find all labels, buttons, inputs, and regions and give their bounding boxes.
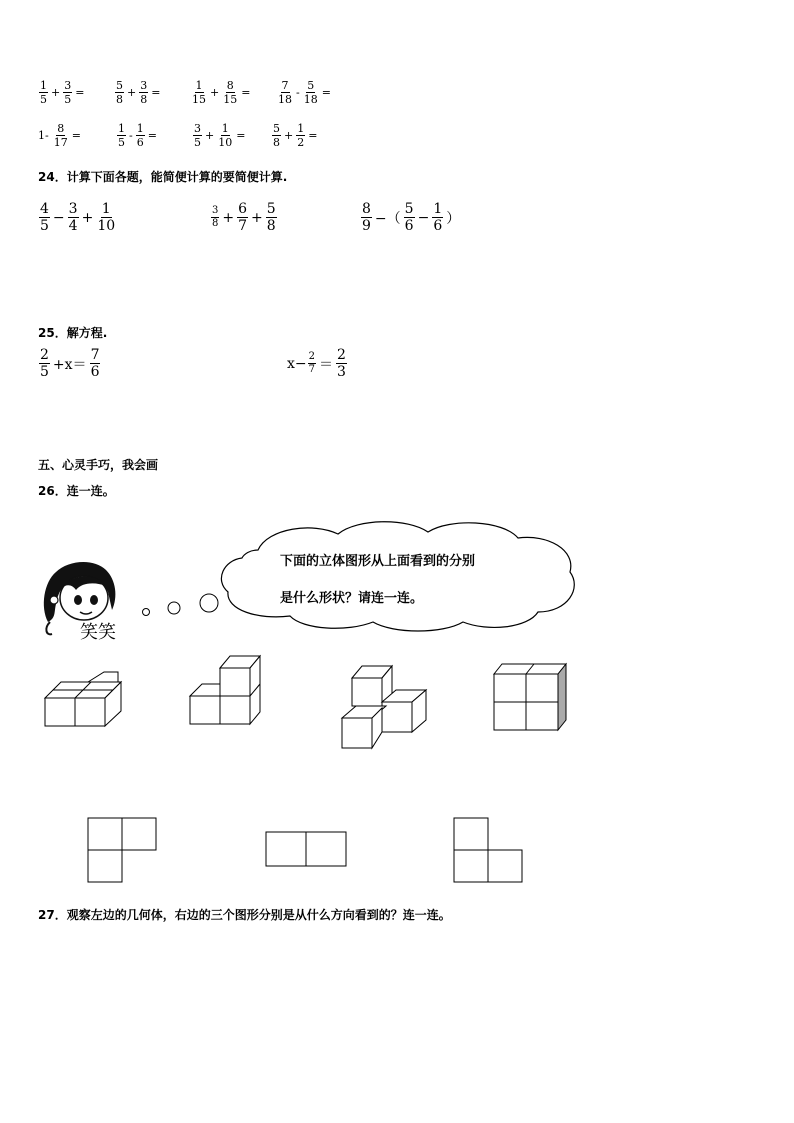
question-24-title: 24．计算下面各题，能简便计算的要简便计算.: [38, 170, 288, 184]
question-26-title: 26．连一连。: [38, 484, 115, 498]
denominator: 17: [53, 136, 68, 149]
exercise-row2-3: [192, 123, 247, 148]
numerator: 3: [68, 201, 78, 217]
numerator: 5: [307, 79, 315, 92]
numerator: 8: [57, 122, 65, 135]
numerator: 3: [194, 122, 201, 135]
equals-sign: =: [308, 129, 318, 142]
numerator: 7: [90, 347, 100, 363]
numerator: 5: [266, 201, 276, 217]
numerator: 8: [362, 201, 371, 217]
denominator: 5: [40, 364, 49, 380]
cloud-text-line-2: 是什么形状？请连一连。: [280, 591, 424, 606]
operator: -: [296, 86, 300, 99]
numerator: 5: [116, 79, 123, 92]
denominator: 5: [40, 93, 47, 106]
numerator: 5: [273, 122, 280, 135]
thought-bubbles-icon: [138, 588, 222, 620]
operator: +: [222, 209, 235, 226]
cloud-text-line-1: 下面的立体图形从上面看到的分别: [280, 554, 476, 569]
numerator: 6: [238, 201, 248, 217]
question-27-title: 27．观察左边的几何体，右边的三个图形分别是从什么方向看到的？连一连。: [38, 908, 451, 922]
operator: +: [81, 209, 94, 226]
q24-expression-3: [360, 202, 462, 233]
denominator: 8: [116, 93, 123, 106]
numerator: 5: [404, 201, 414, 217]
exercise-row2-4: [271, 123, 319, 148]
operator: +: [284, 129, 294, 142]
q24-expression-2: [210, 202, 278, 233]
denominator: 5: [194, 136, 201, 149]
numerator: 1: [195, 79, 203, 92]
numerator: 1: [433, 201, 443, 217]
denominator: 5: [40, 218, 49, 234]
denominator: 15: [192, 93, 206, 106]
speech-cloud-icon: [218, 520, 582, 635]
denominator: 5: [118, 136, 125, 149]
denominator: 8: [266, 218, 276, 234]
numerator: 1: [221, 122, 229, 135]
denominator: 18: [278, 93, 292, 106]
q25-equation-2: [287, 348, 348, 379]
operator: +: [127, 86, 137, 99]
denominator: 10: [97, 218, 116, 234]
numerator: 1: [40, 79, 47, 92]
operator: +: [51, 86, 61, 99]
denominator: 10: [218, 136, 233, 149]
numerator: 3: [212, 205, 219, 216]
variable-term: x−: [287, 355, 307, 372]
q25-equation-1: [38, 348, 101, 379]
numerator: 1: [118, 122, 125, 135]
exercise-row1-1: [38, 80, 86, 105]
top-view-shape-1: [86, 816, 160, 884]
equals-sign: =: [75, 86, 85, 99]
denominator: 4: [68, 218, 78, 234]
numerator: 2: [337, 347, 346, 363]
operator: −（: [374, 210, 401, 227]
top-view-shape-2: [264, 830, 348, 870]
denominator: 8: [140, 93, 148, 106]
numerator: 2: [308, 351, 316, 362]
numerator: 3: [64, 79, 72, 92]
denominator: 3: [337, 364, 346, 380]
exercise-row2-1: [38, 123, 83, 148]
denominator: 9: [362, 218, 371, 234]
section-5-title: 五、心灵手巧，我会画: [38, 458, 159, 472]
operator: -: [129, 129, 133, 142]
denominator: 6: [136, 136, 144, 149]
exercise-row1-3: [190, 80, 252, 105]
solid-figure-1: [40, 668, 130, 730]
equals-sign: =: [236, 129, 246, 142]
solid-figure-4: [490, 660, 570, 734]
exercise-row1-2: [114, 80, 162, 105]
girl-name-label: 笑笑: [80, 622, 116, 643]
solid-figure-3: [338, 662, 430, 752]
equals-sign: =: [241, 86, 251, 99]
operator: +: [251, 209, 263, 226]
numerator: 7: [281, 79, 289, 92]
denominator: 18: [303, 93, 318, 106]
solid-figure-2: [186, 652, 266, 728]
q24-expression-1: [38, 202, 117, 233]
closing-paren: ）: [446, 210, 461, 227]
denominator: 6: [404, 218, 414, 234]
operator: +x＝: [52, 356, 87, 373]
denominator: 7: [308, 364, 316, 375]
equals-sign: =: [71, 129, 81, 142]
denominator: 8: [273, 136, 280, 149]
top-view-shape-3: [452, 816, 526, 884]
operator: −: [52, 209, 65, 226]
equals-sign: =: [147, 129, 157, 142]
denominator: 2: [297, 136, 305, 149]
numerator: 3: [140, 79, 148, 92]
denominator: 7: [238, 218, 248, 234]
exercise-row2-2: [116, 123, 159, 148]
denominator: 6: [90, 364, 100, 380]
denominator: 15: [223, 93, 238, 106]
denominator: 6: [433, 218, 443, 234]
operator: +: [205, 129, 215, 142]
numerator: 8: [226, 79, 234, 92]
denominator: 8: [212, 218, 219, 229]
exercise-row1-4: [276, 80, 333, 105]
equals-sign: =: [151, 86, 161, 99]
equals-sign: =: [321, 86, 331, 99]
numerator: 4: [40, 201, 49, 217]
numerator: 1: [136, 122, 144, 135]
operator: −: [417, 209, 430, 226]
operator: +: [210, 86, 220, 99]
equals-sign: ＝: [319, 356, 334, 373]
numerator: 2: [40, 347, 49, 363]
numerator: 1: [297, 122, 305, 135]
numerator: 1: [101, 201, 111, 217]
question-25-title: 25．解方程.: [38, 326, 108, 340]
denominator: 5: [64, 93, 72, 106]
whole-number: 1-: [38, 129, 49, 142]
